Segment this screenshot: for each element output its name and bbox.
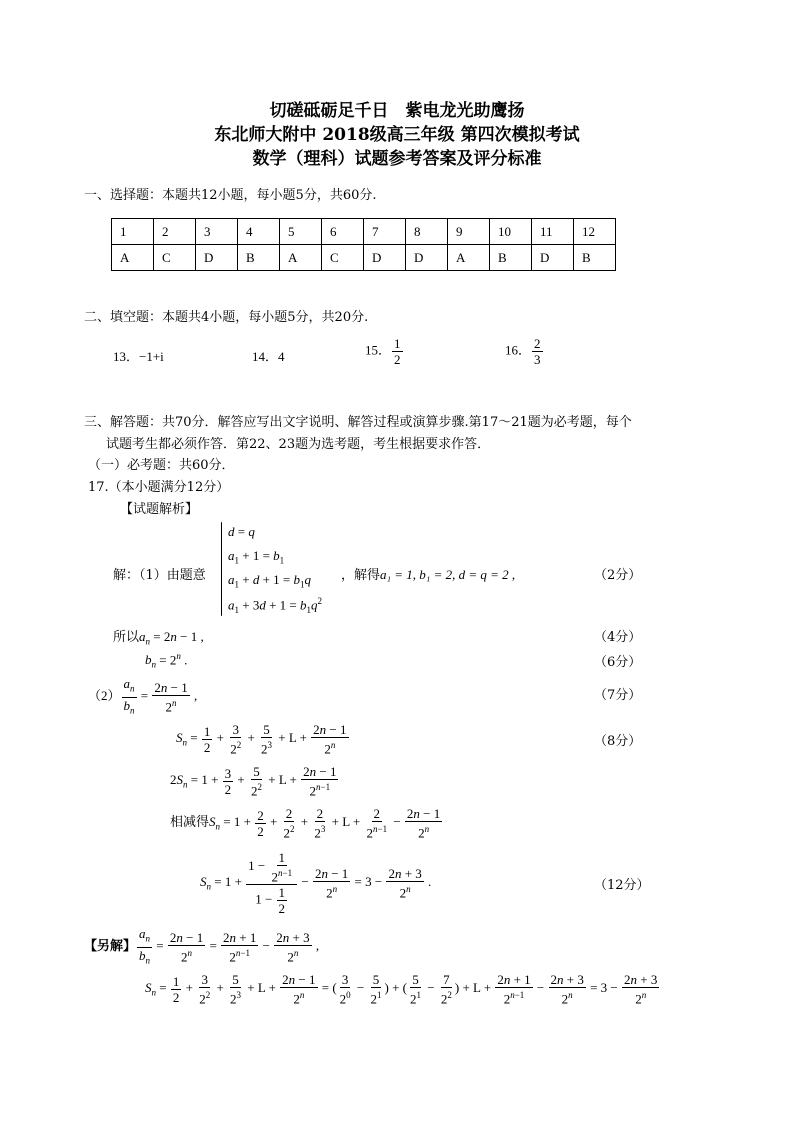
score-12: （12分） (594, 878, 650, 893)
table-cell: 6 (322, 219, 364, 245)
table-cell: 8 (406, 219, 448, 245)
answer-16 (505, 336, 544, 367)
answer-15-label: 15． (365, 342, 392, 358)
score-8: （8分） (594, 734, 642, 749)
system-eq-4: $a_1 + 3d + 1 = b_1q^2$ (228, 596, 323, 615)
an-formula: 所以$a_n = 2n - 1$ , (113, 629, 204, 647)
answer-15 (365, 336, 404, 367)
score-4: （4分） (594, 630, 642, 645)
answer-15-numerator: 1 (394, 336, 401, 351)
section3-heading-line2: 试题考生都必须作答．第22、23题为选考题，考生根据要求作答． (106, 437, 491, 452)
table-cell: C (154, 245, 196, 271)
table-cell: B (574, 245, 616, 271)
answer-16-denominator: 3 (534, 352, 541, 367)
table-cell: D (196, 245, 238, 271)
answer-table (111, 218, 616, 271)
part2-label: （2） (88, 688, 121, 704)
table-cell: 4 (238, 219, 280, 245)
alt-ratio: 【另解】 $\frac{a_n}{b_n}$ = $\frac{2n - 1}{2^n}$ = $\frac{2n + 1}{2^{n-1}}$ − $\frac{2n + 3}{2^n}$ , (84, 926, 320, 966)
header-line-1: 切磋砥砺足千日 紫电龙光助鹰扬 (269, 101, 525, 121)
table-cell: D (532, 245, 574, 271)
answer-16-numerator: 2 (534, 336, 541, 351)
part1-result: a₁ = 1, b₁ = 2, d = q = 2 (380, 567, 509, 582)
table-cell: C (322, 245, 364, 271)
answer-14-label: 14． (252, 349, 279, 364)
two-sn-sum: $2S_n = 1$ + $\frac{3}{2}$ + $\frac{5}{2^2}$ + L + $\frac{2n - 1}{2^{n-1}}$ (170, 764, 337, 799)
part1-solution: ，解得a₁ = 1, b₁ = 2, d = q = 2 , (341, 567, 516, 582)
section1-heading: 一、选择题：本题共12小题，每小题5分，共60分. (84, 188, 377, 203)
system-eq-1: d = q (228, 524, 255, 539)
table-cell: A (112, 245, 154, 271)
answer-14-value: 4 (278, 349, 285, 364)
subtract-text: 相减得 (170, 814, 210, 830)
system-eq-3: $a_1 + d + 1 = b_1q$ (228, 572, 312, 590)
answer-13-value: −1+i (139, 349, 164, 364)
system-brace (221, 522, 222, 616)
sn-sum: $S_n$ = $\frac{1}{2}$ + $\frac{3}{2^2}$ + $\frac{5}{2^3}$ + L + $\frac{2n - 1}{2^n}$ (176, 722, 347, 757)
so-text: 所以 (113, 629, 140, 644)
table-cell: 5 (280, 219, 322, 245)
system-eq-2: $a_1 + 1 = b_1$ (228, 548, 285, 566)
answer-15-denominator: 2 (394, 352, 401, 367)
table-cell: A (448, 245, 490, 271)
table-cell: 11 (532, 219, 574, 245)
score-6: （6分） (594, 655, 642, 670)
table-cell: B (490, 245, 532, 271)
table-cell: 3 (196, 219, 238, 245)
alt-sn: $S_n$ = $\frac{1}{2}$ + $\frac{3}{2^2}$ + $\frac{5}{2^3}$ + L + $\frac{2n - 1}{2^n}$ = ( $\frac{3}{2^0}$ − $\frac{5}{2^1}$ ) + ( $\frac{5}{2^1}$ − $\frac{7}{2^2}$ ) + L + $\frac{2n + 1}{2^{n-1}}$ − $\frac{2n + 3}{2^n}$ = 3 − $\frac{2n + 3}{2^n}$ (145, 972, 658, 1007)
section2-heading: 二、填空题：本题共4小题，每小题5分，共20分. (84, 310, 369, 325)
table-cell: 7 (364, 219, 406, 245)
answer-14 (252, 346, 285, 365)
table-cell: D (406, 245, 448, 271)
q17-title: 17.（本小题满分12分） (88, 480, 230, 495)
table-cell: 1 (112, 219, 154, 245)
answer-16-label: 16． (505, 342, 532, 358)
table-cell: D (364, 245, 406, 271)
header-line-2: 东北师大附中 2018级高三年级 第四次模拟考试 (214, 125, 580, 145)
part1-solve-text: ，解得 (341, 567, 381, 582)
section3-subheading: （一）必考题：共60分． (88, 458, 235, 473)
answer-table-number-row (112, 219, 616, 245)
subtraction-result: 相减得$S_n = 1$ + $\frac{2}{2}$ + $\frac{2}{2^2}$ + $\frac{2}{2^3}$ + L + $\frac{2}{2^{n-1}}$ − $\frac{2n - 1}{2^n}$ (170, 806, 441, 841)
table-cell: 10 (490, 219, 532, 245)
answer-13 (113, 346, 164, 365)
section3-heading-line1: 三、解答题：共70分．解答应写出文字说明、解答过程或演算步骤.第17～21题为必考题，每个 (84, 415, 632, 430)
table-cell: 12 (574, 219, 616, 245)
table-cell: A (280, 245, 322, 271)
answer-13-label: 13． (113, 349, 140, 364)
analysis-label: 【试题解析】 (120, 502, 199, 517)
alt-label: 【另解】 (84, 938, 137, 954)
answer-table-answer-row (112, 245, 616, 271)
bn-formula: $b_n = 2^n$ . (145, 651, 188, 670)
header-line-3: 数学（理科）试题参考答案及评分标准 (252, 149, 542, 169)
score-7: （7分） (594, 688, 642, 703)
table-cell: B (238, 245, 280, 271)
table-cell: 9 (448, 219, 490, 245)
part1-prefix: 解：（1）由题意 (113, 568, 206, 583)
score-2: （2分） (594, 568, 642, 583)
table-cell: 2 (154, 219, 196, 245)
part2-ratio: （2） $\frac{a_n}{b_n}$ = $\frac{2n - 1}{2^n}$ , (88, 676, 198, 716)
sn-final: $S_n = 1$ + 1 − $\frac{1}{2^{n-1}}$ 1 − $\frac{1}{2}$ − $\frac{2n - 1}{2^n}$ = 3 − $\frac{2n + 3}{2^n}$ . (200, 850, 432, 917)
